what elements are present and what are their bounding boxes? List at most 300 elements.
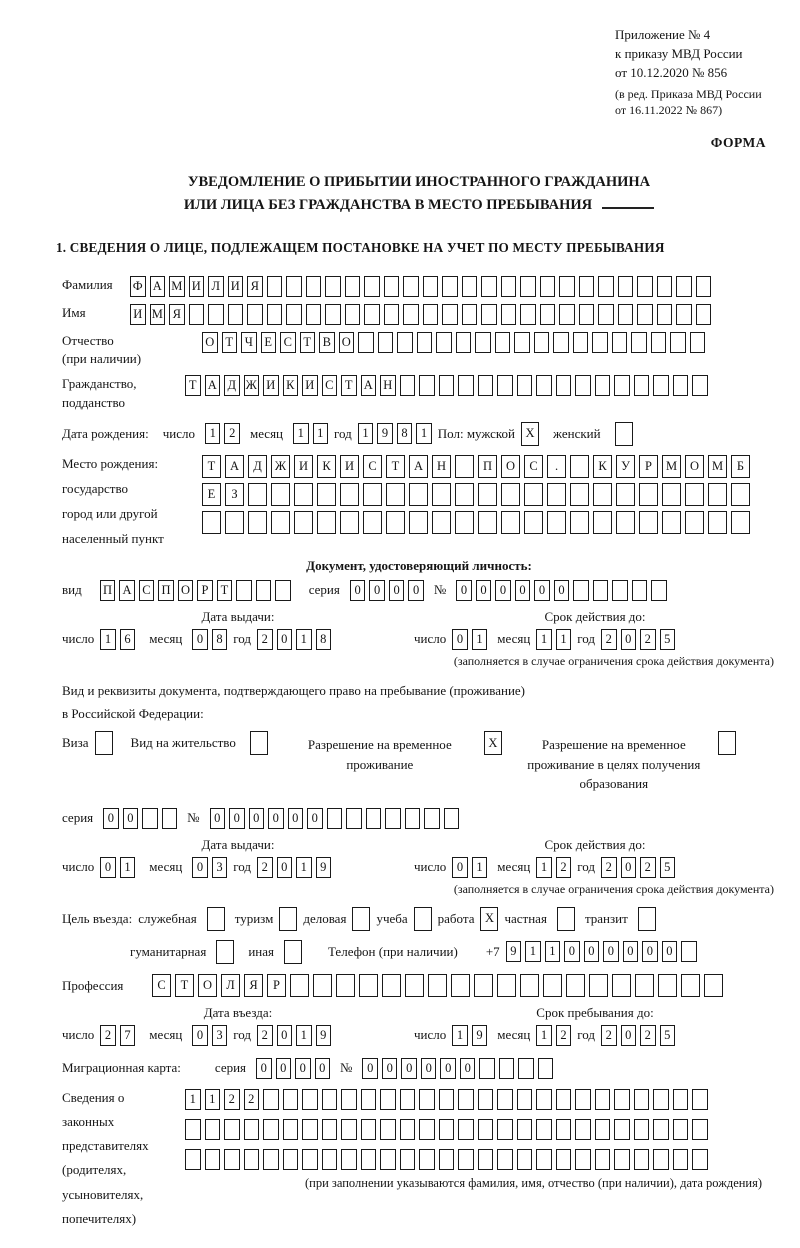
char-cell[interactable]	[302, 1119, 318, 1140]
char-cell[interactable]: Р	[197, 580, 213, 601]
char-cell[interactable]	[612, 580, 628, 601]
char-cell[interactable]: 7	[120, 1025, 136, 1046]
char-cell[interactable]	[286, 304, 302, 325]
char-cell[interactable]	[275, 580, 291, 601]
char-cell[interactable]: 8	[397, 423, 413, 444]
char-cell[interactable]	[263, 1089, 279, 1110]
char-cell[interactable]	[207, 907, 225, 931]
char-cell[interactable]: 2	[640, 1025, 656, 1046]
char-cell[interactable]	[612, 974, 631, 997]
char-cell[interactable]	[570, 455, 589, 478]
char-cell[interactable]	[598, 304, 614, 325]
char-cell[interactable]: А	[119, 580, 135, 601]
char-cell[interactable]: К	[317, 455, 336, 478]
char-cell[interactable]	[439, 375, 455, 396]
char-cell[interactable]: Ж	[244, 375, 260, 396]
char-cell[interactable]: И	[130, 304, 146, 325]
char-cell[interactable]	[614, 1119, 630, 1140]
char-cell[interactable]: .	[547, 455, 566, 478]
char-cell[interactable]	[570, 511, 589, 534]
char-cell[interactable]	[458, 375, 474, 396]
char-cell[interactable]	[359, 974, 378, 997]
char-cell[interactable]	[366, 808, 382, 829]
char-cell[interactable]: 9	[472, 1025, 488, 1046]
char-cell[interactable]	[283, 1089, 299, 1110]
char-cell[interactable]: 0	[277, 1025, 293, 1046]
char-cell[interactable]	[317, 511, 336, 534]
char-cell[interactable]	[400, 1119, 416, 1140]
char-cell[interactable]	[497, 1149, 513, 1170]
char-cell[interactable]: 1	[296, 629, 312, 650]
char-cell[interactable]	[676, 304, 692, 325]
char-cell[interactable]	[263, 1119, 279, 1140]
char-cell[interactable]	[228, 304, 244, 325]
char-cell[interactable]: 0	[277, 629, 293, 650]
char-cell[interactable]: 5	[660, 857, 676, 878]
char-cell[interactable]: 1	[205, 1089, 221, 1110]
char-cell[interactable]	[378, 332, 394, 353]
char-cell[interactable]: 2	[640, 857, 656, 878]
char-cell[interactable]	[579, 276, 595, 297]
char-cell[interactable]: 0	[452, 857, 468, 878]
char-cell[interactable]: 0	[382, 1058, 398, 1079]
char-cell[interactable]	[322, 1149, 338, 1170]
char-cell[interactable]	[556, 375, 572, 396]
char-cell[interactable]: С	[363, 455, 382, 478]
char-cell[interactable]: О	[198, 974, 217, 997]
char-cell[interactable]	[361, 1149, 377, 1170]
char-cell[interactable]: 0	[369, 580, 385, 601]
char-cell[interactable]	[638, 907, 656, 931]
char-cell[interactable]	[419, 375, 435, 396]
char-cell[interactable]: 1	[296, 1025, 312, 1046]
char-cell[interactable]	[573, 580, 589, 601]
char-cell[interactable]	[442, 304, 458, 325]
char-cell[interactable]	[612, 332, 628, 353]
char-cell[interactable]	[517, 375, 533, 396]
char-cell[interactable]	[403, 276, 419, 297]
char-cell[interactable]: С	[280, 332, 296, 353]
char-cell[interactable]: О	[501, 455, 520, 478]
char-cell[interactable]	[478, 375, 494, 396]
char-cell[interactable]	[208, 304, 224, 325]
char-cell[interactable]: 0	[389, 580, 405, 601]
char-cell[interactable]	[340, 511, 359, 534]
char-cell[interactable]: Т	[217, 580, 233, 601]
char-cell[interactable]: 0	[642, 941, 658, 962]
char-cell[interactable]	[409, 511, 428, 534]
char-cell[interactable]	[681, 974, 700, 997]
char-cell[interactable]	[436, 332, 452, 353]
char-cell[interactable]	[419, 1089, 435, 1110]
char-cell[interactable]	[696, 276, 712, 297]
char-cell[interactable]	[474, 974, 493, 997]
char-cell[interactable]	[325, 304, 341, 325]
char-cell[interactable]	[458, 1149, 474, 1170]
char-cell[interactable]	[386, 483, 405, 506]
char-cell[interactable]	[634, 1089, 650, 1110]
char-cell[interactable]	[662, 511, 681, 534]
char-cell[interactable]	[248, 483, 267, 506]
char-cell[interactable]	[692, 1089, 708, 1110]
char-cell[interactable]: В	[319, 332, 335, 353]
char-cell[interactable]: 0	[452, 629, 468, 650]
char-cell[interactable]: А	[225, 455, 244, 478]
char-cell[interactable]: 1	[536, 857, 552, 878]
char-cell[interactable]: 5	[660, 629, 676, 650]
char-cell[interactable]	[536, 1119, 552, 1140]
char-cell[interactable]	[685, 483, 704, 506]
char-cell[interactable]	[524, 511, 543, 534]
char-cell[interactable]: Л	[221, 974, 240, 997]
char-cell[interactable]	[634, 375, 650, 396]
char-cell[interactable]	[224, 1119, 240, 1140]
char-cell[interactable]: 3	[212, 1025, 228, 1046]
char-cell[interactable]	[579, 304, 595, 325]
char-cell[interactable]: М	[169, 276, 185, 297]
char-cell[interactable]	[676, 276, 692, 297]
char-cell[interactable]	[361, 1089, 377, 1110]
char-cell[interactable]	[547, 483, 566, 506]
char-cell[interactable]	[225, 511, 244, 534]
char-cell[interactable]	[553, 332, 569, 353]
char-cell[interactable]	[185, 1149, 201, 1170]
char-cell[interactable]: 1	[525, 941, 541, 962]
char-cell[interactable]	[673, 1149, 689, 1170]
char-cell[interactable]	[540, 304, 556, 325]
char-cell[interactable]	[653, 375, 669, 396]
char-cell[interactable]	[618, 276, 634, 297]
char-cell[interactable]	[271, 483, 290, 506]
char-cell[interactable]	[616, 483, 635, 506]
char-cell[interactable]	[400, 375, 416, 396]
char-cell[interactable]	[497, 1089, 513, 1110]
char-cell[interactable]	[283, 1119, 299, 1140]
char-cell[interactable]	[256, 580, 272, 601]
char-cell[interactable]	[458, 1089, 474, 1110]
char-cell[interactable]: 0	[276, 1058, 292, 1079]
char-cell[interactable]: 1	[313, 423, 329, 444]
char-cell[interactable]	[263, 1149, 279, 1170]
char-cell[interactable]: Е	[202, 483, 221, 506]
char-cell[interactable]	[386, 511, 405, 534]
char-cell[interactable]	[593, 580, 609, 601]
char-cell[interactable]	[589, 974, 608, 997]
char-cell[interactable]: 0	[277, 857, 293, 878]
char-cell[interactable]: 1	[536, 1025, 552, 1046]
char-cell[interactable]	[639, 511, 658, 534]
char-cell[interactable]	[658, 974, 677, 997]
char-cell[interactable]	[538, 1058, 554, 1079]
char-cell[interactable]: 0	[460, 1058, 476, 1079]
char-cell[interactable]	[481, 304, 497, 325]
char-cell[interactable]: 2	[601, 629, 617, 650]
char-cell[interactable]	[363, 511, 382, 534]
char-cell[interactable]	[244, 1119, 260, 1140]
char-cell[interactable]: 2	[556, 1025, 572, 1046]
char-cell[interactable]: 0	[192, 857, 208, 878]
char-cell[interactable]: 0	[401, 1058, 417, 1079]
char-cell[interactable]: А	[205, 375, 221, 396]
char-cell[interactable]	[497, 974, 516, 997]
char-cell[interactable]	[534, 332, 550, 353]
char-cell[interactable]: 0	[103, 808, 119, 829]
char-cell[interactable]: 0	[476, 580, 492, 601]
char-cell[interactable]: Р	[639, 455, 658, 478]
char-cell[interactable]: Н	[432, 455, 451, 478]
char-cell[interactable]: 8	[316, 629, 332, 650]
char-cell[interactable]: 0	[100, 857, 116, 878]
char-cell[interactable]	[322, 1089, 338, 1110]
char-cell[interactable]: П	[158, 580, 174, 601]
char-cell[interactable]	[419, 1149, 435, 1170]
char-cell[interactable]	[595, 1149, 611, 1170]
char-cell[interactable]	[325, 276, 341, 297]
char-cell[interactable]	[478, 1089, 494, 1110]
char-cell[interactable]	[573, 332, 589, 353]
char-cell[interactable]: Ч	[241, 332, 257, 353]
char-cell[interactable]: Р	[267, 974, 286, 997]
char-cell[interactable]	[501, 304, 517, 325]
char-cell[interactable]: Ж	[271, 455, 290, 478]
char-cell[interactable]	[478, 1119, 494, 1140]
char-cell[interactable]: Я	[247, 276, 263, 297]
char-cell[interactable]	[341, 1119, 357, 1140]
char-cell[interactable]	[501, 483, 520, 506]
char-cell[interactable]	[478, 1149, 494, 1170]
char-cell[interactable]	[205, 1149, 221, 1170]
char-cell[interactable]: 0	[456, 580, 472, 601]
char-cell[interactable]: 0	[210, 808, 226, 829]
char-cell[interactable]	[423, 304, 439, 325]
char-cell[interactable]: Т	[386, 455, 405, 478]
char-cell[interactable]: 0	[192, 629, 208, 650]
char-cell[interactable]	[556, 1089, 572, 1110]
char-cell[interactable]: 9	[316, 857, 332, 878]
char-cell[interactable]: Н	[380, 375, 396, 396]
char-cell[interactable]: Я	[244, 974, 263, 997]
char-cell[interactable]: 0	[621, 1025, 637, 1046]
char-cell[interactable]: X	[484, 731, 502, 755]
char-cell[interactable]: С	[524, 455, 543, 478]
char-cell[interactable]: 1	[296, 857, 312, 878]
char-cell[interactable]: 1	[472, 857, 488, 878]
char-cell[interactable]: 0	[350, 580, 366, 601]
char-cell[interactable]	[384, 304, 400, 325]
char-cell[interactable]	[692, 375, 708, 396]
char-cell[interactable]	[616, 511, 635, 534]
char-cell[interactable]	[384, 276, 400, 297]
char-cell[interactable]: 0	[623, 941, 639, 962]
char-cell[interactable]: 2	[556, 857, 572, 878]
char-cell[interactable]: 1	[185, 1089, 201, 1110]
char-cell[interactable]: Л	[208, 276, 224, 297]
char-cell[interactable]: 0	[584, 941, 600, 962]
char-cell[interactable]	[592, 332, 608, 353]
char-cell[interactable]: 2	[257, 1025, 273, 1046]
char-cell[interactable]	[302, 1149, 318, 1170]
char-cell[interactable]: 8	[212, 629, 228, 650]
char-cell[interactable]: 0	[621, 629, 637, 650]
char-cell[interactable]	[514, 332, 530, 353]
char-cell[interactable]	[681, 941, 697, 962]
char-cell[interactable]: 0	[268, 808, 284, 829]
char-cell[interactable]: 0	[495, 580, 511, 601]
char-cell[interactable]	[598, 276, 614, 297]
char-cell[interactable]	[520, 974, 539, 997]
char-cell[interactable]	[185, 1119, 201, 1140]
char-cell[interactable]	[216, 940, 234, 964]
char-cell[interactable]: Т	[341, 375, 357, 396]
char-cell[interactable]: 1	[536, 629, 552, 650]
char-cell[interactable]	[614, 1149, 630, 1170]
char-cell[interactable]	[547, 511, 566, 534]
char-cell[interactable]	[657, 304, 673, 325]
char-cell[interactable]: Т	[175, 974, 194, 997]
char-cell[interactable]	[639, 483, 658, 506]
char-cell[interactable]: 1	[358, 423, 374, 444]
char-cell[interactable]: А	[150, 276, 166, 297]
char-cell[interactable]	[497, 375, 513, 396]
char-cell[interactable]	[517, 1149, 533, 1170]
char-cell[interactable]: 0	[249, 808, 265, 829]
char-cell[interactable]	[536, 375, 552, 396]
char-cell[interactable]	[306, 276, 322, 297]
char-cell[interactable]	[634, 1119, 650, 1140]
char-cell[interactable]	[380, 1089, 396, 1110]
char-cell[interactable]: П	[478, 455, 497, 478]
char-cell[interactable]	[651, 332, 667, 353]
char-cell[interactable]	[481, 276, 497, 297]
char-cell[interactable]: 2	[224, 423, 240, 444]
char-cell[interactable]	[279, 907, 297, 931]
char-cell[interactable]	[283, 1149, 299, 1170]
char-cell[interactable]: 1	[120, 857, 136, 878]
char-cell[interactable]	[708, 483, 727, 506]
char-cell[interactable]: К	[283, 375, 299, 396]
char-cell[interactable]	[708, 511, 727, 534]
char-cell[interactable]	[517, 1119, 533, 1140]
char-cell[interactable]: И	[294, 455, 313, 478]
char-cell[interactable]	[397, 332, 413, 353]
char-cell[interactable]: Д	[248, 455, 267, 478]
char-cell[interactable]	[345, 304, 361, 325]
char-cell[interactable]: 0	[288, 808, 304, 829]
char-cell[interactable]: 0	[564, 941, 580, 962]
char-cell[interactable]	[651, 580, 667, 601]
char-cell[interactable]: 0	[315, 1058, 331, 1079]
char-cell[interactable]: 0	[534, 580, 550, 601]
char-cell[interactable]: 0	[515, 580, 531, 601]
char-cell[interactable]: X	[521, 422, 539, 446]
char-cell[interactable]	[286, 276, 302, 297]
char-cell[interactable]	[439, 1119, 455, 1140]
char-cell[interactable]: О	[685, 455, 704, 478]
char-cell[interactable]: М	[662, 455, 681, 478]
char-cell[interactable]	[595, 375, 611, 396]
char-cell[interactable]	[313, 974, 332, 997]
char-cell[interactable]	[189, 304, 205, 325]
char-cell[interactable]	[670, 332, 686, 353]
char-cell[interactable]	[382, 974, 401, 997]
char-cell[interactable]	[294, 483, 313, 506]
char-cell[interactable]	[358, 332, 374, 353]
char-cell[interactable]	[456, 332, 472, 353]
char-cell[interactable]	[267, 304, 283, 325]
char-cell[interactable]	[364, 304, 380, 325]
char-cell[interactable]	[653, 1149, 669, 1170]
char-cell[interactable]	[478, 483, 497, 506]
char-cell[interactable]	[557, 907, 575, 931]
char-cell[interactable]: 0	[421, 1058, 437, 1079]
char-cell[interactable]	[475, 332, 491, 353]
char-cell[interactable]	[524, 483, 543, 506]
char-cell[interactable]: Ф	[130, 276, 146, 297]
char-cell[interactable]	[673, 1119, 689, 1140]
char-cell[interactable]: 2	[224, 1089, 240, 1110]
char-cell[interactable]: 1	[545, 941, 561, 962]
char-cell[interactable]	[451, 974, 470, 997]
char-cell[interactable]	[614, 1089, 630, 1110]
char-cell[interactable]: С	[152, 974, 171, 997]
char-cell[interactable]	[306, 304, 322, 325]
char-cell[interactable]	[478, 511, 497, 534]
char-cell[interactable]	[593, 511, 612, 534]
char-cell[interactable]: О	[178, 580, 194, 601]
char-cell[interactable]	[361, 1119, 377, 1140]
char-cell[interactable]	[352, 907, 370, 931]
char-cell[interactable]	[424, 808, 440, 829]
char-cell[interactable]	[244, 1149, 260, 1170]
char-cell[interactable]	[595, 1089, 611, 1110]
char-cell[interactable]: Т	[300, 332, 316, 353]
char-cell[interactable]	[271, 511, 290, 534]
char-cell[interactable]	[202, 511, 221, 534]
char-cell[interactable]	[637, 304, 653, 325]
char-cell[interactable]	[731, 483, 750, 506]
char-cell[interactable]	[405, 808, 421, 829]
char-cell[interactable]: 0	[440, 1058, 456, 1079]
char-cell[interactable]	[444, 808, 460, 829]
char-cell[interactable]	[336, 974, 355, 997]
char-cell[interactable]	[696, 304, 712, 325]
char-cell[interactable]	[556, 1119, 572, 1140]
char-cell[interactable]: А	[409, 455, 428, 478]
char-cell[interactable]: 0	[256, 1058, 272, 1079]
char-cell[interactable]	[497, 1119, 513, 1140]
char-cell[interactable]: 1	[452, 1025, 468, 1046]
char-cell[interactable]	[559, 304, 575, 325]
char-cell[interactable]: К	[593, 455, 612, 478]
char-cell[interactable]: 9	[506, 941, 522, 962]
char-cell[interactable]	[634, 1149, 650, 1170]
char-cell[interactable]	[631, 332, 647, 353]
char-cell[interactable]	[341, 1089, 357, 1110]
char-cell[interactable]	[593, 483, 612, 506]
char-cell[interactable]: 0	[123, 808, 139, 829]
char-cell[interactable]	[653, 1089, 669, 1110]
char-cell[interactable]: 2	[601, 857, 617, 878]
char-cell[interactable]: Т	[222, 332, 238, 353]
char-cell[interactable]	[458, 1119, 474, 1140]
char-cell[interactable]: 6	[120, 629, 136, 650]
char-cell[interactable]	[673, 375, 689, 396]
char-cell[interactable]	[403, 304, 419, 325]
char-cell[interactable]: И	[340, 455, 359, 478]
char-cell[interactable]	[653, 1119, 669, 1140]
char-cell[interactable]: 2	[257, 629, 273, 650]
char-cell[interactable]: 0	[192, 1025, 208, 1046]
